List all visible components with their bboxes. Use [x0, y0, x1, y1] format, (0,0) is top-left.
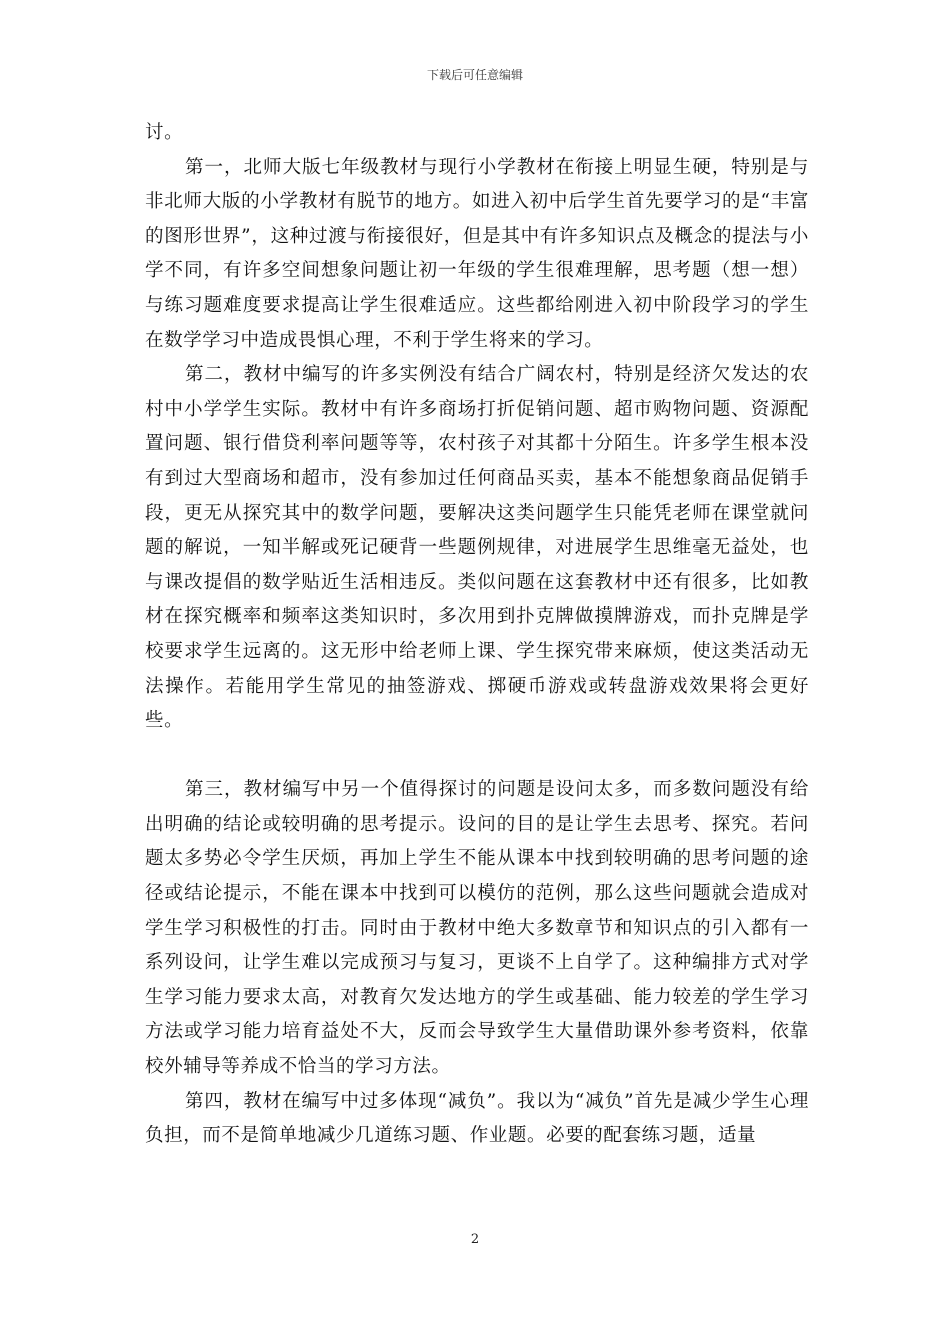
paragraph-third-point: 第三，教材编写中另一个值得探讨的问题是设问太多，而多数问题没有给出明确的结论或较明确的思考提示。设问的目的是让学生去思考、探究。若问题太多势必令学生厌烦，再加上学生不能从课本中找到较明确的思考问题的途径或结论提示，不能在课本中找到可以模仿的范例，那么这些问题就会造成对学生学习积极性的打击。同时由于教材中绝大多数章节和知识点的引入都有一系列设问，让学生难以完成预习与复习，更谈不上自学了。这种编排方式对学生学习能力要求太高，对教育欠发达地方的学生或基础、能力较差的学生学习方法或学习能力培育益处不大，反而会导致学生大量借助课外参考资料，依靠校外辅导等养成不恰当的学习方法。	[145, 779, 809, 1078]
paragraph-first-point: 第一，北师大版七年级教材与现行小学教材在衔接上明显生硬，特别是与非北师大版的小学教材有脱节的地方。如进入初中后学生首先要学习的是“丰富的图形世界”，这种过渡与衔接很好，但是其中有许多知识点及概念的提法与小学不同，有许多空间想象问题让初一年级的学生很难理解，思考题（想一想）与练习题难度要求提高让学生很难适应。这些都给刚进入初中阶段学习的学生在数学学习中造成畏惧心理，不利于学生将来的学习。	[145, 156, 809, 351]
page-number: 2	[470, 1232, 480, 1247]
paragraph-continuation: 讨。	[145, 122, 184, 143]
paragraph-second-point: 第二，教材中编写的许多实例没有结合广阔农村，特别是经济欠发达的农村中小学学生实际。教材中有许多商场打折促销问题、超市购物问题、资源配置问题、银行借贷利率问题等等，农村孩子对其都十分陌生。许多学生根本没有到过大型商场和超市，没有参加过任何商品买卖，基本不能想象商品促销手段，更无从探究其中的数学问题，要解决这类问题学生只能凭老师在课堂就问题的解说，一知半解或死记硬背一些题例规律，对进展学生思维毫无益处，也与课改提倡的数学贴近生活相违反。类似问题在这套教材中还有很多，比如教材在探究概率和频率这类知识时，多次用到扑克牌做摸牌游戏，而扑克牌是学校要求学生远离的。这无形中给老师上课、学生探究带来麻烦，使这类活动无法操作。若能用学生常见的抽签游戏、掷硬币游戏或转盘游戏效果将会更好些。	[145, 364, 809, 732]
page-header-note: 下载后可任意编辑	[426, 68, 523, 82]
document-body	[145, 116, 809, 1154]
paragraph-fourth-point: 第四，教材在编写中过多体现“减负”。我以为“减负”首先是减少学生心理负担，而不是简单地减少几道练习题、作业题。必要的配套练习题，适量	[145, 1090, 809, 1147]
